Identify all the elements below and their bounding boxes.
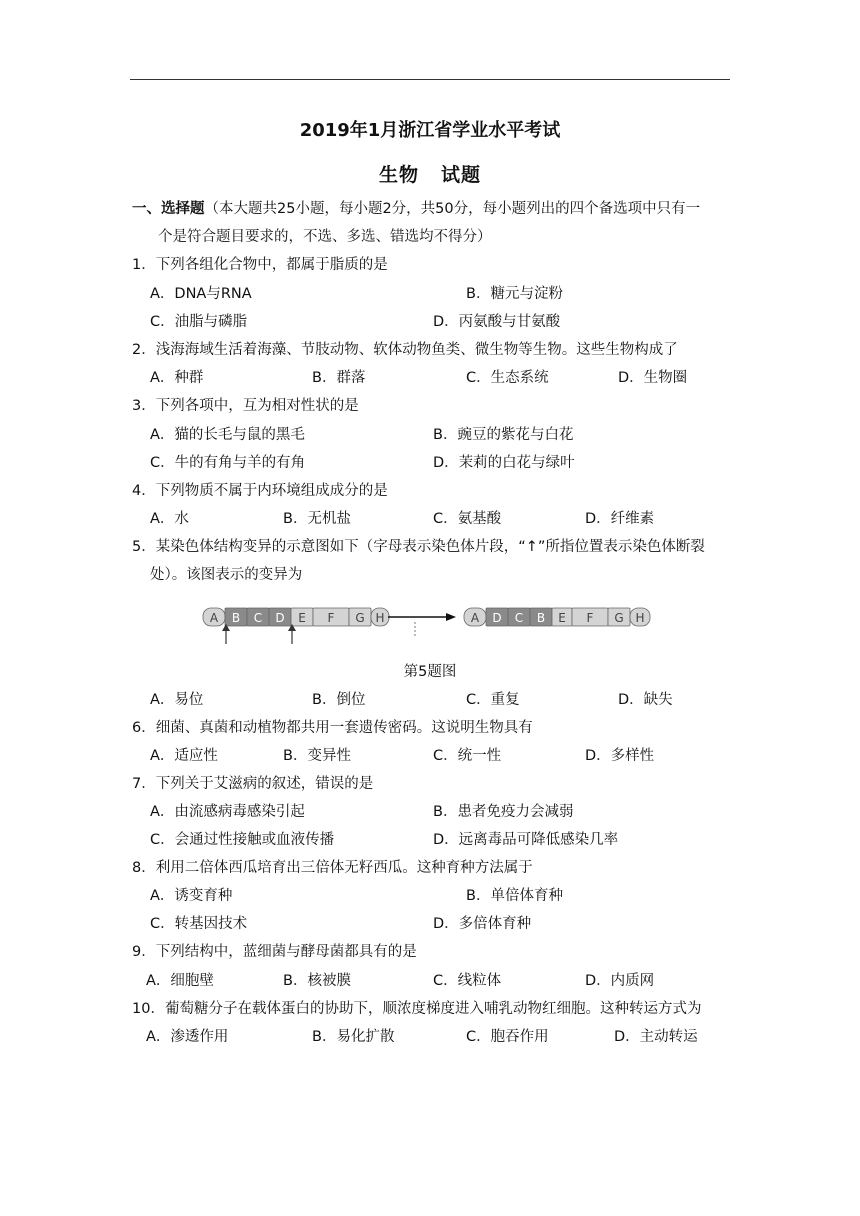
- chromosome-after: [464, 608, 650, 626]
- chromosome-before: [203, 608, 389, 626]
- q8-option-c: C．转基因技术: [150, 916, 248, 932]
- right-label-h: H: [635, 611, 645, 625]
- q9-option-c: C．线粒体: [433, 973, 502, 989]
- right-label-d: D: [492, 611, 502, 625]
- question-2: [132, 340, 678, 360]
- q2-option-c: C．生态系统: [466, 370, 549, 386]
- question-number: 9．: [132, 944, 156, 960]
- q5-option-c: C．重复: [466, 692, 520, 708]
- question-number: 10．: [132, 1001, 165, 1017]
- chromosome-figure: [0, 600, 860, 660]
- question-stem: 下列物质不属于内环境组成成分的是: [155, 483, 388, 499]
- q8-option-a: A．诱变育种: [150, 888, 233, 904]
- question-stem: 某染色体结构变异的示意图如下（字母表示染色体片段，“↑”所指位置表示染色体断裂: [155, 539, 705, 555]
- q5-option-a: A．易位: [150, 692, 204, 708]
- left-label-f: F: [327, 611, 335, 625]
- question-number: 3．: [132, 398, 156, 414]
- question-4: [132, 481, 388, 501]
- question-10: [132, 999, 701, 1019]
- q10-option-c: C．胞吞作用: [466, 1029, 549, 1045]
- section-title: 一、选择题: [132, 201, 205, 217]
- section-note: （本大题共25小题，每小题2分，共50分，每小题列出的四个备选项中只有一: [204, 201, 701, 217]
- q3-option-b: B．豌豆的紫花与白花: [433, 427, 574, 443]
- section-note-cont: 个是符合题目要求的，不选、多选、错选均不得分）: [158, 229, 492, 245]
- question-stem: 下列各项中，互为相对性状的是: [155, 398, 359, 414]
- left-label-c: C: [253, 611, 263, 625]
- q7-option-a: A．由流感病毒感染引起: [150, 804, 305, 820]
- question-5: [132, 537, 705, 557]
- subtitle-label: 试题: [441, 164, 482, 186]
- question-stem: 细菌、真菌和动植物都共用一套遗传密码。这说明生物具有: [155, 720, 533, 736]
- question-stem: 下列结构中，蓝细菌与酵母菌都具有的是: [155, 944, 417, 960]
- q10-option-d: D．主动转运: [614, 1029, 698, 1045]
- q10-option-b: B．易化扩散: [312, 1029, 395, 1045]
- q2-option-a: A．种群: [150, 370, 204, 386]
- q4-option-b: B．无机盐: [283, 511, 351, 527]
- question-number: 1．: [132, 257, 156, 273]
- q1-option-b: B．糖元与淀粉: [466, 286, 563, 302]
- q6-option-d: D．多样性: [585, 748, 655, 764]
- left-label-g: G: [355, 611, 365, 625]
- q2-option-d: D．生物圈: [618, 370, 688, 386]
- q7-option-b: B．患者免疫力会减弱: [433, 804, 574, 820]
- question-3: [132, 396, 359, 416]
- question-5-cont: 处）。该图表示的变异为: [150, 567, 303, 583]
- question-stem: 葡萄糖分子在载体蛋白的协助下，顺浓度梯度进入哺乳动物红细胞。这种转运方式为: [164, 1001, 702, 1017]
- question-number: 6．: [132, 720, 156, 736]
- page-title: 2019年1月浙江省学业水平考试: [299, 120, 561, 141]
- q6-option-a: A．适应性: [150, 748, 218, 764]
- subtitle-subject: 生物: [378, 164, 419, 186]
- q7-option-c: C．会通过性接触或血液传播: [150, 832, 335, 848]
- q8-option-b: B．单倍体育种: [466, 888, 563, 904]
- q9-option-d: D．内质网: [585, 973, 655, 989]
- question-6: [132, 718, 533, 738]
- left-label-b: B: [231, 611, 241, 625]
- q3-option-a: A．猫的长毛与鼠的黑毛: [150, 427, 305, 443]
- q4-option-c: C．氨基酸: [433, 511, 502, 527]
- header-rule: [130, 79, 730, 80]
- question-9: [132, 942, 417, 962]
- question-stem: 下列关于艾滋病的叙述，错误的是: [155, 776, 374, 792]
- q1-option-d: D．丙氨酸与甘氨酸: [433, 314, 561, 330]
- q5-option-b: B．倒位: [312, 692, 366, 708]
- q2-option-b: B．群落: [312, 370, 366, 386]
- right-label-g: G: [614, 611, 624, 625]
- question-1: [132, 255, 388, 275]
- question-8: [132, 858, 533, 878]
- left-label-d: D: [275, 611, 285, 625]
- q6-option-c: C．统一性: [433, 748, 502, 764]
- question-stem: 利用二倍体西瓜培育出三倍体无籽西瓜。这种育种方法属于: [155, 860, 533, 876]
- q6-option-b: B．变异性: [283, 748, 351, 764]
- question-number: 8．: [132, 860, 156, 876]
- left-label-e: E: [298, 611, 306, 625]
- section-heading: [132, 199, 700, 219]
- q9-option-b: B．核被膜: [283, 973, 351, 989]
- q7-option-d: D．远离毒品可降低感染几率: [433, 832, 619, 848]
- right-label-b: B: [536, 611, 546, 625]
- right-label-c: C: [514, 611, 524, 625]
- left-label-h: H: [375, 611, 385, 625]
- question-stem: 下列各组化合物中，都属于脂质的是: [155, 257, 388, 273]
- right-label-f: F: [586, 611, 594, 625]
- page-subtitle: [0, 160, 860, 187]
- q9-option-a: A．细胞壁: [146, 973, 214, 989]
- left-label-a: A: [209, 611, 219, 625]
- q4-option-d: D．纤维素: [585, 511, 655, 527]
- q8-option-d: D．多倍体育种: [433, 916, 532, 932]
- question-number: 5．: [132, 539, 156, 555]
- q3-option-c: C．牛的有角与羊的有角: [150, 455, 306, 471]
- q4-option-a: A．水: [150, 511, 189, 527]
- question-number: 4．: [132, 483, 156, 499]
- question-number: 7．: [132, 776, 156, 792]
- figure-caption: 第5题图: [403, 664, 457, 680]
- q1-option-c: C．油脂与磷脂: [150, 314, 248, 330]
- question-number: 2．: [132, 342, 156, 358]
- transform-arrow: [388, 613, 456, 636]
- q1-option-a: A．DNA与RNA: [150, 286, 252, 302]
- right-label-a: A: [470, 611, 480, 625]
- question-stem: 浅海海域生活着海藻、节肢动物、软体动物鱼类、微生物等生物。这些生物构成了: [155, 342, 678, 358]
- right-label-e: E: [558, 611, 566, 625]
- q3-option-d: D．茉莉的白花与绿叶: [433, 455, 575, 471]
- q5-option-d: D．缺失: [618, 692, 673, 708]
- break-arrows: [222, 624, 296, 644]
- q10-option-a: A．渗透作用: [146, 1029, 229, 1045]
- question-7: [132, 774, 373, 794]
